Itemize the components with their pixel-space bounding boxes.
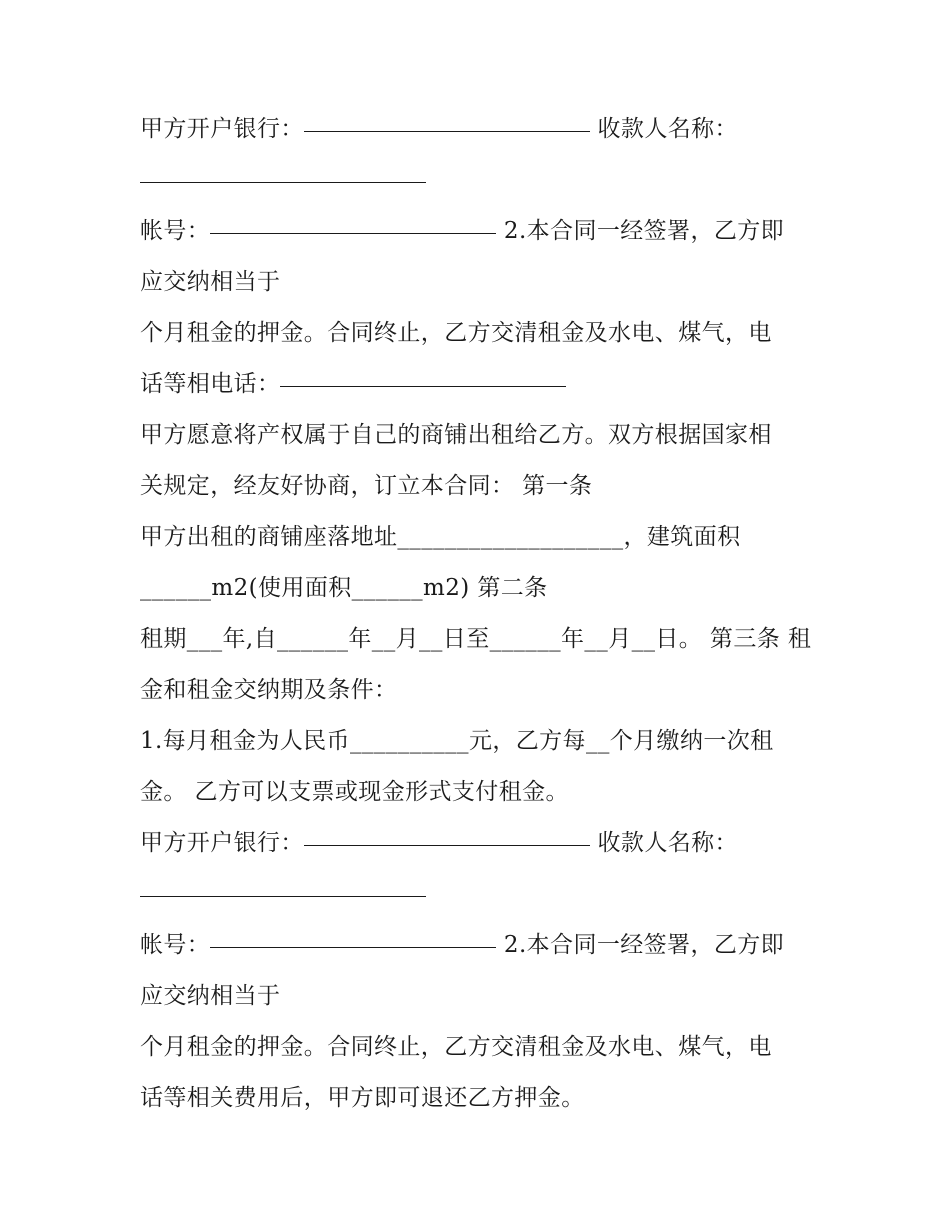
- text-line: 个月租金的押金。合同终止，乙方交清租金及水电、煤气，电: [140, 320, 772, 346]
- bank-blank: [304, 845, 590, 846]
- account-line: [140, 206, 830, 257]
- text-line: 租期___年,自______年__月__日至______年__月__日。 第三条 租: [140, 626, 812, 652]
- account-label: 帐号：: [140, 932, 211, 958]
- payee-label: 收款人名称：: [589, 830, 738, 856]
- payee-blank-line: [140, 155, 830, 206]
- text-line: ______m2(使用面积______m2) 第二条: [140, 575, 548, 601]
- bank-line: [140, 818, 830, 869]
- text-line: 个月租金的押金。合同终止，乙方交清租金及水电、煤气，电: [140, 1034, 772, 1060]
- document-page: [140, 104, 830, 1124]
- phone-blank: [280, 386, 566, 387]
- account-line: [140, 920, 830, 971]
- text-line: 甲方出租的商铺座落地址___________________，建筑面积: [140, 524, 741, 550]
- bank-line: [140, 104, 830, 155]
- text-line: 1.每月租金为人民币__________元，乙方每__个月缴纳一次租: [140, 728, 774, 754]
- account-label: 帐号：: [140, 218, 211, 244]
- account-blank: [210, 947, 496, 948]
- phone-line: [140, 359, 830, 410]
- account-blank: [210, 233, 496, 234]
- phone-label: 话等相电话：: [140, 371, 281, 397]
- account-after: 2.本合同一经签署，乙方即: [496, 932, 785, 958]
- text-line: 话等相关费用后，甲方即可退还乙方押金。: [140, 1085, 585, 1111]
- text-line: 金。 乙方可以支票或现金形式支付租金。: [140, 779, 569, 805]
- text-line: 金和租金交纳期及条件：: [140, 677, 398, 703]
- text-line: 甲方愿意将产权属于自己的商铺出租给乙方。双方根据国家相: [140, 422, 772, 448]
- text-line: 应交纳相当于: [140, 269, 281, 295]
- text-line: 应交纳相当于: [140, 983, 281, 1009]
- payee-label: 收款人名称：: [589, 116, 738, 142]
- account-after: 2.本合同一经签署，乙方即: [496, 218, 785, 244]
- payee-blank: [140, 182, 426, 183]
- text-line: 关规定，经友好协商，订立本合同： 第一条: [140, 473, 593, 499]
- payee-blank-line: [140, 869, 830, 920]
- bank-blank: [304, 131, 590, 132]
- bank-label: 甲方开户银行：: [140, 830, 304, 856]
- payee-blank: [140, 896, 426, 897]
- bank-label: 甲方开户银行：: [140, 116, 304, 142]
